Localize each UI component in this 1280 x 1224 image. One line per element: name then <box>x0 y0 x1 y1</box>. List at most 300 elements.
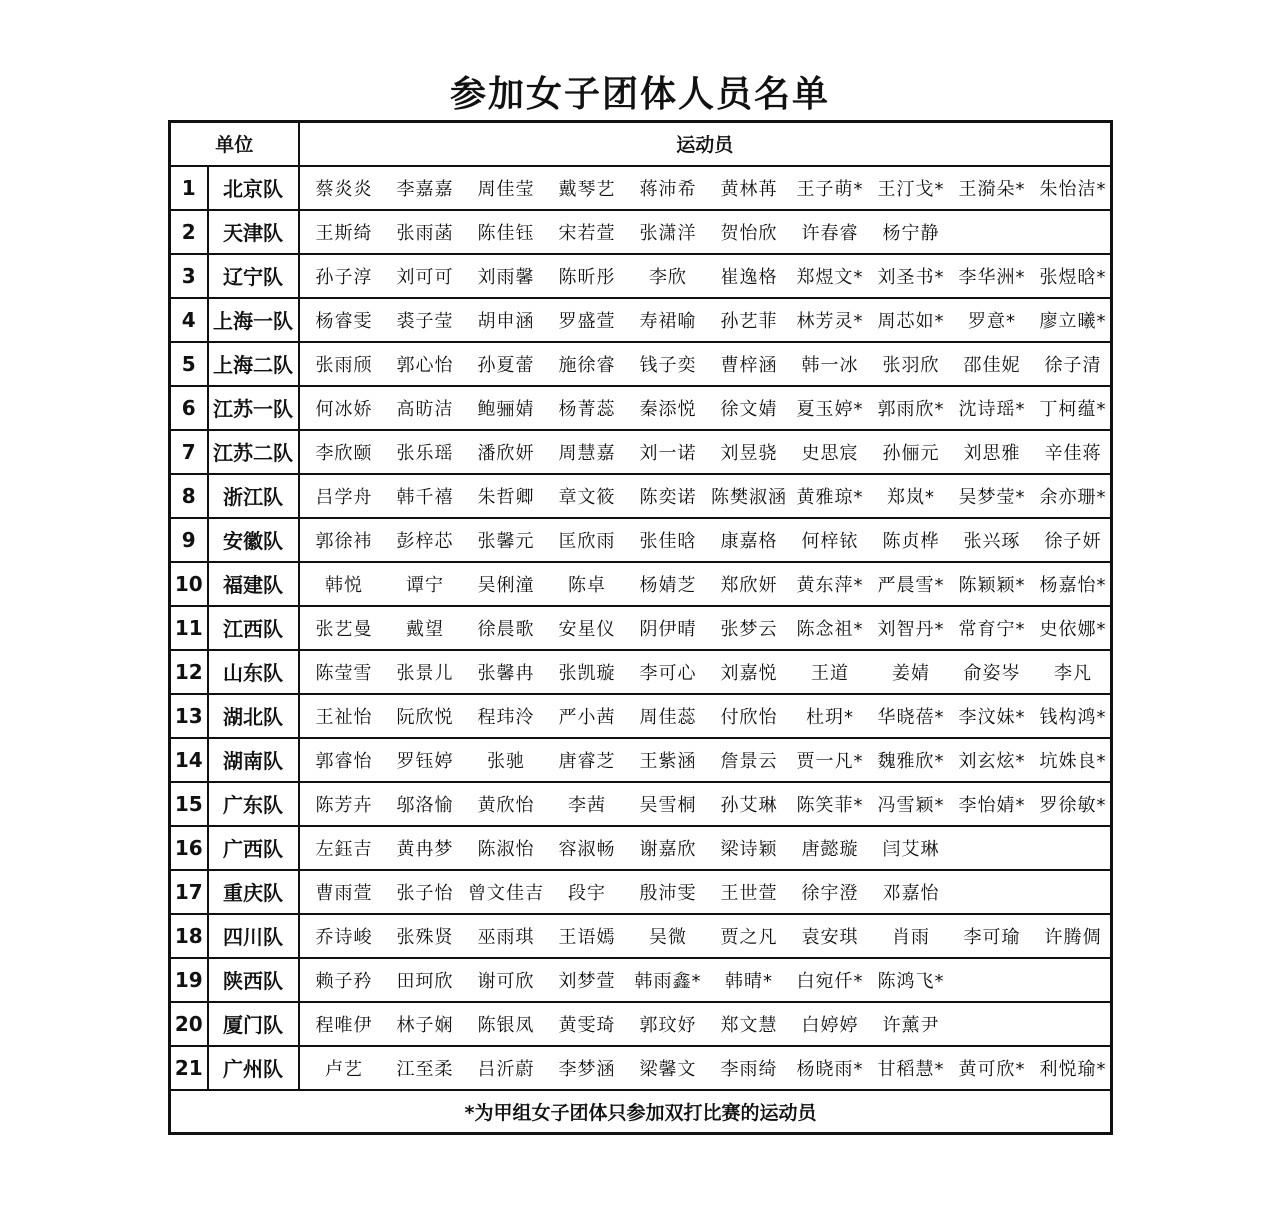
athlete-name: 王漪朵* <box>958 178 1026 200</box>
athlete-name: 戴琴艺 <box>558 178 616 200</box>
team-name: 福建队 <box>208 562 299 606</box>
table-row <box>170 474 1112 518</box>
table-row <box>170 562 1112 606</box>
athlete-cell <box>299 562 1112 606</box>
athlete-name: 陈贞桦 <box>882 530 940 552</box>
athlete-name: 刘玄炫* <box>958 750 1026 772</box>
athlete-name: 白婷婷 <box>801 1014 859 1036</box>
roster-body <box>170 166 1112 1090</box>
athlete-name: 容淑畅 <box>558 838 616 860</box>
athlete-name: 杨菁蕊 <box>558 398 616 420</box>
athlete-name: 钱构鸿* <box>1039 706 1107 728</box>
athlete-name: 孙子淳 <box>315 266 373 288</box>
athlete-name: 段宇 <box>568 882 607 904</box>
athlete-name: 阮欣悦 <box>396 706 454 728</box>
athlete-name: 江至柔 <box>396 1058 454 1080</box>
athlete-list <box>304 563 1107 605</box>
athlete-name: 俞姿岑 <box>963 662 1021 684</box>
athlete-name: 施徐睿 <box>558 354 616 376</box>
athlete-name: 张潇洋 <box>639 222 697 244</box>
athlete-name: 潘欣妍 <box>477 442 535 464</box>
athlete-name: 王道 <box>811 662 850 684</box>
row-number: 5 <box>170 342 208 386</box>
table-row <box>170 1002 1112 1046</box>
athlete-name: 闫艾琳 <box>882 838 940 860</box>
athlete-name: 徐子清 <box>1044 354 1102 376</box>
athlete-name: 刘一诺 <box>639 442 697 464</box>
table-header-row <box>170 122 1112 166</box>
athlete-name: 杜玥* <box>806 706 855 728</box>
row-number: 17 <box>170 870 208 914</box>
athlete-name: 吴梦莹* <box>958 486 1026 508</box>
team-name: 山东队 <box>208 650 299 694</box>
athlete-name: 吕学舟 <box>315 486 373 508</box>
athlete-name: 贾之凡 <box>720 926 778 948</box>
athlete-cell <box>299 1046 1112 1090</box>
row-number: 1 <box>170 166 208 210</box>
athlete-name: 陈淑怡 <box>477 838 535 860</box>
table-row <box>170 914 1112 958</box>
athlete-name: 林芳灵* <box>796 310 864 332</box>
roster-table <box>168 120 1113 1135</box>
athlete-name: 谢嘉欣 <box>639 838 697 860</box>
athlete-name: 朱哲卿 <box>477 486 535 508</box>
athlete-name: 唐睿芝 <box>558 750 616 772</box>
athlete-name: 高昉洁 <box>396 398 454 420</box>
row-number: 21 <box>170 1046 208 1090</box>
athlete-name: 杨晓雨* <box>796 1058 864 1080</box>
athlete-name: 卢艺 <box>325 1058 364 1080</box>
table-row <box>170 518 1112 562</box>
team-name: 广西队 <box>208 826 299 870</box>
athlete-name: 李华洲* <box>958 266 1026 288</box>
athlete-name: 李茜 <box>568 794 607 816</box>
athlete-name: 常育宁* <box>958 618 1026 640</box>
athlete-name: 刘梦萱 <box>558 970 616 992</box>
team-name: 江苏二队 <box>208 430 299 474</box>
athlete-name: 蒋沛希 <box>639 178 697 200</box>
athlete-name: 徐子妍 <box>1044 530 1102 552</box>
athlete-name: 何冰娇 <box>315 398 373 420</box>
athlete-list <box>304 739 1107 781</box>
athlete-name: 陈奕诺 <box>639 486 697 508</box>
athlete-name: 程玮泠 <box>477 706 535 728</box>
athlete-name: 匡欣雨 <box>558 530 616 552</box>
athlete-name: 吴俐潼 <box>477 574 535 596</box>
athlete-name: 刘可可 <box>396 266 454 288</box>
athlete-name: 黄冉梦 <box>396 838 454 860</box>
athlete-list <box>304 695 1107 737</box>
athlete-name: 陈颖颖* <box>958 574 1026 596</box>
athlete-name: 刘智丹* <box>877 618 945 640</box>
athlete-cell <box>299 430 1112 474</box>
athlete-name: 夏玉婷* <box>796 398 864 420</box>
row-number: 8 <box>170 474 208 518</box>
athlete-name: 巫雨琪 <box>477 926 535 948</box>
athlete-list <box>304 387 1107 429</box>
team-name: 江西队 <box>208 606 299 650</box>
athlete-name: 史思宸 <box>801 442 859 464</box>
row-number: 2 <box>170 210 208 254</box>
team-name: 厦门队 <box>208 1002 299 1046</box>
athlete-name: 曹雨萱 <box>315 882 373 904</box>
athlete-name: 王紫涵 <box>639 750 697 772</box>
athlete-name: 肖雨 <box>892 926 931 948</box>
athlete-list <box>304 651 1107 693</box>
athlete-name: 刘圣书* <box>877 266 945 288</box>
athlete-list <box>304 211 1107 253</box>
athlete-cell <box>299 694 1112 738</box>
athlete-list <box>304 519 1107 561</box>
athlete-name: 戴望 <box>406 618 445 640</box>
athlete-name: 邵佳妮 <box>963 354 1021 376</box>
athlete-name: 康嘉格 <box>720 530 778 552</box>
team-name: 安徽队 <box>208 518 299 562</box>
athlete-name: 罗徐敏* <box>1039 794 1107 816</box>
athlete-name: 郑文慧 <box>720 1014 778 1036</box>
athlete-name: 阴伊晴 <box>639 618 697 640</box>
athlete-cell <box>299 518 1112 562</box>
athlete-name: 郭心怡 <box>396 354 454 376</box>
table-row <box>170 826 1112 870</box>
team-name: 上海一队 <box>208 298 299 342</box>
athlete-name: 李汶妹* <box>958 706 1026 728</box>
row-number: 16 <box>170 826 208 870</box>
athlete-name: 张馨冉 <box>477 662 535 684</box>
athlete-list <box>304 299 1107 341</box>
athlete-name: 陈芳卉 <box>315 794 373 816</box>
athlete-name: 徐宇澄 <box>801 882 859 904</box>
team-name: 湖北队 <box>208 694 299 738</box>
table-row <box>170 1046 1112 1090</box>
team-name: 湖南队 <box>208 738 299 782</box>
athlete-name: 郑欣妍 <box>720 574 778 596</box>
athlete-name: 张煜晗* <box>1039 266 1107 288</box>
athlete-name: 李欣颐 <box>315 442 373 464</box>
athlete-name: 史依娜* <box>1039 618 1107 640</box>
athlete-cell <box>299 782 1112 826</box>
athlete-name: 刘雨馨 <box>477 266 535 288</box>
athlete-cell <box>299 1002 1112 1046</box>
athlete-name: 杨嘉怡* <box>1039 574 1107 596</box>
footnote: *为甲组女子团体只参加双打比赛的运动员 <box>170 1090 1112 1134</box>
table-row <box>170 210 1112 254</box>
athlete-name: 坑姝良* <box>1039 750 1107 772</box>
athlete-name: 许春睿 <box>801 222 859 244</box>
athlete-name: 乔诗峻 <box>315 926 373 948</box>
athlete-cell <box>299 650 1112 694</box>
row-number: 6 <box>170 386 208 430</box>
athlete-name: 张艺曼 <box>315 618 373 640</box>
athlete-name: 胡申涵 <box>477 310 535 332</box>
athlete-name: 郭徐袆 <box>315 530 373 552</box>
athlete-name: 宋若萱 <box>558 222 616 244</box>
athlete-cell <box>299 870 1112 914</box>
athlete-name: 谭宁 <box>406 574 445 596</box>
athlete-list <box>304 915 1107 957</box>
athlete-name: 罗意* <box>968 310 1017 332</box>
athlete-name: 孙艺菲 <box>720 310 778 332</box>
row-number: 7 <box>170 430 208 474</box>
athlete-name: 甘稻慧* <box>877 1058 945 1080</box>
athlete-name: 詹景云 <box>720 750 778 772</box>
athlete-name: 余亦珊* <box>1039 486 1107 508</box>
athlete-name: 黄可欣* <box>958 1058 1026 1080</box>
athlete-name: 鲍骊婧 <box>477 398 535 420</box>
athlete-name: 张佳晗 <box>639 530 697 552</box>
athlete-name: 罗钰婷 <box>396 750 454 772</box>
athlete-name: 丁柯蕴* <box>1039 398 1107 420</box>
row-number: 19 <box>170 958 208 1002</box>
athlete-name: 王世萱 <box>720 882 778 904</box>
header-unit: 单位 <box>170 122 299 166</box>
athlete-cell <box>299 914 1112 958</box>
athlete-name: 裘子莹 <box>396 310 454 332</box>
athlete-name: 彭梓芯 <box>396 530 454 552</box>
athlete-cell <box>299 474 1112 518</box>
athlete-cell <box>299 254 1112 298</box>
athlete-name: 何梓铱 <box>801 530 859 552</box>
athlete-name: 李欣 <box>649 266 688 288</box>
athlete-name: 钱子奕 <box>639 354 697 376</box>
athlete-name: 韩千禧 <box>396 486 454 508</box>
athlete-name: 黄雅琼* <box>796 486 864 508</box>
athlete-name: 杨婧芝 <box>639 574 697 596</box>
athlete-name: 王祉怡 <box>315 706 373 728</box>
athlete-cell <box>299 298 1112 342</box>
athlete-name: 徐晨歌 <box>477 618 535 640</box>
athlete-name: 黄东萍* <box>796 574 864 596</box>
athlete-name: 付欣怡 <box>720 706 778 728</box>
athlete-name: 韩雨鑫* <box>634 970 702 992</box>
athlete-name: 许腾倜 <box>1044 926 1102 948</box>
athlete-name: 郭睿怡 <box>315 750 373 772</box>
athlete-name: 王汀戈* <box>877 178 945 200</box>
athlete-list <box>304 431 1107 473</box>
row-number: 20 <box>170 1002 208 1046</box>
row-number: 13 <box>170 694 208 738</box>
athlete-list <box>304 343 1107 385</box>
table-row <box>170 694 1112 738</box>
athlete-name: 吴雪桐 <box>639 794 697 816</box>
athlete-name: 孙艾琳 <box>720 794 778 816</box>
row-number: 3 <box>170 254 208 298</box>
athlete-name: 林子娴 <box>396 1014 454 1036</box>
athlete-name: 黄欣怡 <box>477 794 535 816</box>
athlete-name: 周佳莹 <box>477 178 535 200</box>
athlete-name: 张羽欣 <box>882 354 940 376</box>
athlete-name: 寿裙喻 <box>639 310 697 332</box>
athlete-name: 陈昕彤 <box>558 266 616 288</box>
athlete-name: 陈佳钰 <box>477 222 535 244</box>
athlete-name: 张梦云 <box>720 618 778 640</box>
athlete-name: 严晨雪* <box>877 574 945 596</box>
athlete-cell <box>299 826 1112 870</box>
row-number: 12 <box>170 650 208 694</box>
table-row <box>170 430 1112 474</box>
athlete-name: 张殊贤 <box>396 926 454 948</box>
table-row <box>170 958 1112 1002</box>
athlete-name: 张驰 <box>487 750 526 772</box>
athlete-list <box>304 827 1107 869</box>
athlete-name: 李雨绮 <box>720 1058 778 1080</box>
athlete-name: 梁馨文 <box>639 1058 697 1080</box>
athlete-name: 张子怡 <box>396 882 454 904</box>
team-name: 广东队 <box>208 782 299 826</box>
athlete-name: 李可瑜 <box>963 926 1021 948</box>
athlete-name: 李怡婧* <box>958 794 1026 816</box>
athlete-list <box>304 959 1107 1001</box>
table-row <box>170 650 1112 694</box>
table-row <box>170 870 1112 914</box>
athlete-name: 曹梓涵 <box>720 354 778 376</box>
athlete-cell <box>299 342 1112 386</box>
athlete-name: 陈银凤 <box>477 1014 535 1036</box>
athlete-name: 吴微 <box>649 926 688 948</box>
athlete-name: 姜婧 <box>892 662 931 684</box>
athlete-name: 朱怡洁* <box>1039 178 1107 200</box>
athlete-name: 周慧嘉 <box>558 442 616 464</box>
athlete-name: 邬洛愉 <box>396 794 454 816</box>
athlete-name: 王斯绮 <box>315 222 373 244</box>
team-name: 江苏一队 <box>208 386 299 430</box>
team-name: 天津队 <box>208 210 299 254</box>
table-row <box>170 738 1112 782</box>
athlete-name: 利悦瑜* <box>1039 1058 1107 1080</box>
athlete-cell <box>299 606 1112 650</box>
athlete-name: 白宛仟* <box>796 970 864 992</box>
athlete-name: 冯雪颖* <box>877 794 945 816</box>
athlete-list <box>304 607 1107 649</box>
table-row <box>170 606 1112 650</box>
athlete-cell <box>299 738 1112 782</box>
athlete-name: 张景儿 <box>396 662 454 684</box>
athlete-name: 周佳蕊 <box>639 706 697 728</box>
athlete-name: 王语嫣 <box>558 926 616 948</box>
athlete-name: 贺怡欣 <box>720 222 778 244</box>
athlete-name: 田珂欣 <box>396 970 454 992</box>
athlete-name: 谢可欣 <box>477 970 535 992</box>
athlete-name: 许薰尹 <box>882 1014 940 1036</box>
athlete-name: 陈笑菲* <box>796 794 864 816</box>
athlete-name: 张雨颀 <box>315 354 373 376</box>
athlete-list <box>304 475 1107 517</box>
athlete-name: 左鈺吉 <box>315 838 373 860</box>
athlete-name: 李梦涵 <box>558 1058 616 1080</box>
athlete-name: 贾一凡* <box>796 750 864 772</box>
athlete-name: 李嘉嘉 <box>396 178 454 200</box>
athlete-name: 罗盛萱 <box>558 310 616 332</box>
athlete-name: 黄林苒 <box>720 178 778 200</box>
athlete-name: 华晓蓓* <box>877 706 945 728</box>
team-name: 陕西队 <box>208 958 299 1002</box>
row-number: 4 <box>170 298 208 342</box>
row-number: 10 <box>170 562 208 606</box>
team-name: 上海二队 <box>208 342 299 386</box>
athlete-name: 辛佳蒋 <box>1044 442 1102 464</box>
athlete-name: 韩一冰 <box>801 354 859 376</box>
athlete-name: 沈诗瑶* <box>958 398 1026 420</box>
athlete-name: 魏雅欣* <box>877 750 945 772</box>
athlete-name: 韩晴* <box>725 970 774 992</box>
athlete-name: 唐懿璇 <box>801 838 859 860</box>
team-name: 辽宁队 <box>208 254 299 298</box>
athlete-list <box>304 167 1107 209</box>
row-number: 14 <box>170 738 208 782</box>
athlete-name: 陈念祖* <box>796 618 864 640</box>
athlete-name: 梁诗颖 <box>720 838 778 860</box>
athlete-cell <box>299 210 1112 254</box>
team-name: 北京队 <box>208 166 299 210</box>
table-row <box>170 342 1112 386</box>
team-name: 浙江队 <box>208 474 299 518</box>
athlete-name: 秦添悦 <box>639 398 697 420</box>
athlete-name: 郭雨欣* <box>877 398 945 420</box>
athlete-name: 李可心 <box>639 662 697 684</box>
athlete-name: 刘思雅 <box>963 442 1021 464</box>
athlete-name: 廖立曦* <box>1039 310 1107 332</box>
athlete-name: 黄雯琦 <box>558 1014 616 1036</box>
row-number: 9 <box>170 518 208 562</box>
athlete-cell <box>299 386 1112 430</box>
athlete-name: 崔逸格 <box>720 266 778 288</box>
athlete-list <box>304 871 1107 913</box>
athlete-name: 李凡 <box>1054 662 1093 684</box>
athlete-name: 杨宁静 <box>882 222 940 244</box>
athlete-name: 刘昱骁 <box>720 442 778 464</box>
athlete-cell <box>299 958 1112 1002</box>
athlete-name: 安星仪 <box>558 618 616 640</box>
footnote-row <box>170 1090 1112 1134</box>
athlete-name: 徐文婧 <box>720 398 778 420</box>
athlete-name: 赖子矜 <box>315 970 373 992</box>
row-number: 11 <box>170 606 208 650</box>
athlete-name: 殷沛雯 <box>639 882 697 904</box>
athlete-list <box>304 1003 1107 1045</box>
row-number: 15 <box>170 782 208 826</box>
athlete-list <box>304 783 1107 825</box>
athlete-name: 严小茜 <box>558 706 616 728</box>
team-name: 广州队 <box>208 1046 299 1090</box>
athlete-name: 杨睿雯 <box>315 310 373 332</box>
athlete-name: 郑岚* <box>887 486 936 508</box>
athlete-name: 曾文佳吉 <box>468 882 545 904</box>
athlete-name: 王子萌* <box>796 178 864 200</box>
table-row <box>170 386 1112 430</box>
athlete-name: 陈樊淑涵 <box>711 486 788 508</box>
athlete-name: 刘嘉悦 <box>720 662 778 684</box>
athlete-name: 韩悦 <box>325 574 364 596</box>
athlete-name: 程唯伊 <box>315 1014 373 1036</box>
table-row <box>170 782 1112 826</box>
athlete-name: 吕沂蔚 <box>477 1058 535 1080</box>
athlete-list <box>304 255 1107 297</box>
athlete-name: 陈莹雪 <box>315 662 373 684</box>
athlete-name: 张兴琢 <box>963 530 1021 552</box>
athlete-name: 郭玟妤 <box>639 1014 697 1036</box>
athlete-name: 邓嘉怡 <box>882 882 940 904</box>
athlete-name: 袁安琪 <box>801 926 859 948</box>
athlete-name: 章文筱 <box>558 486 616 508</box>
athlete-name: 陈鸿飞* <box>877 970 945 992</box>
athlete-name: 蔡炎炎 <box>315 178 373 200</box>
athlete-name: 张凯璇 <box>558 662 616 684</box>
athlete-name: 陈卓 <box>568 574 607 596</box>
table-row <box>170 298 1112 342</box>
athlete-cell <box>299 166 1112 210</box>
athlete-list <box>304 1047 1107 1089</box>
row-number: 18 <box>170 914 208 958</box>
